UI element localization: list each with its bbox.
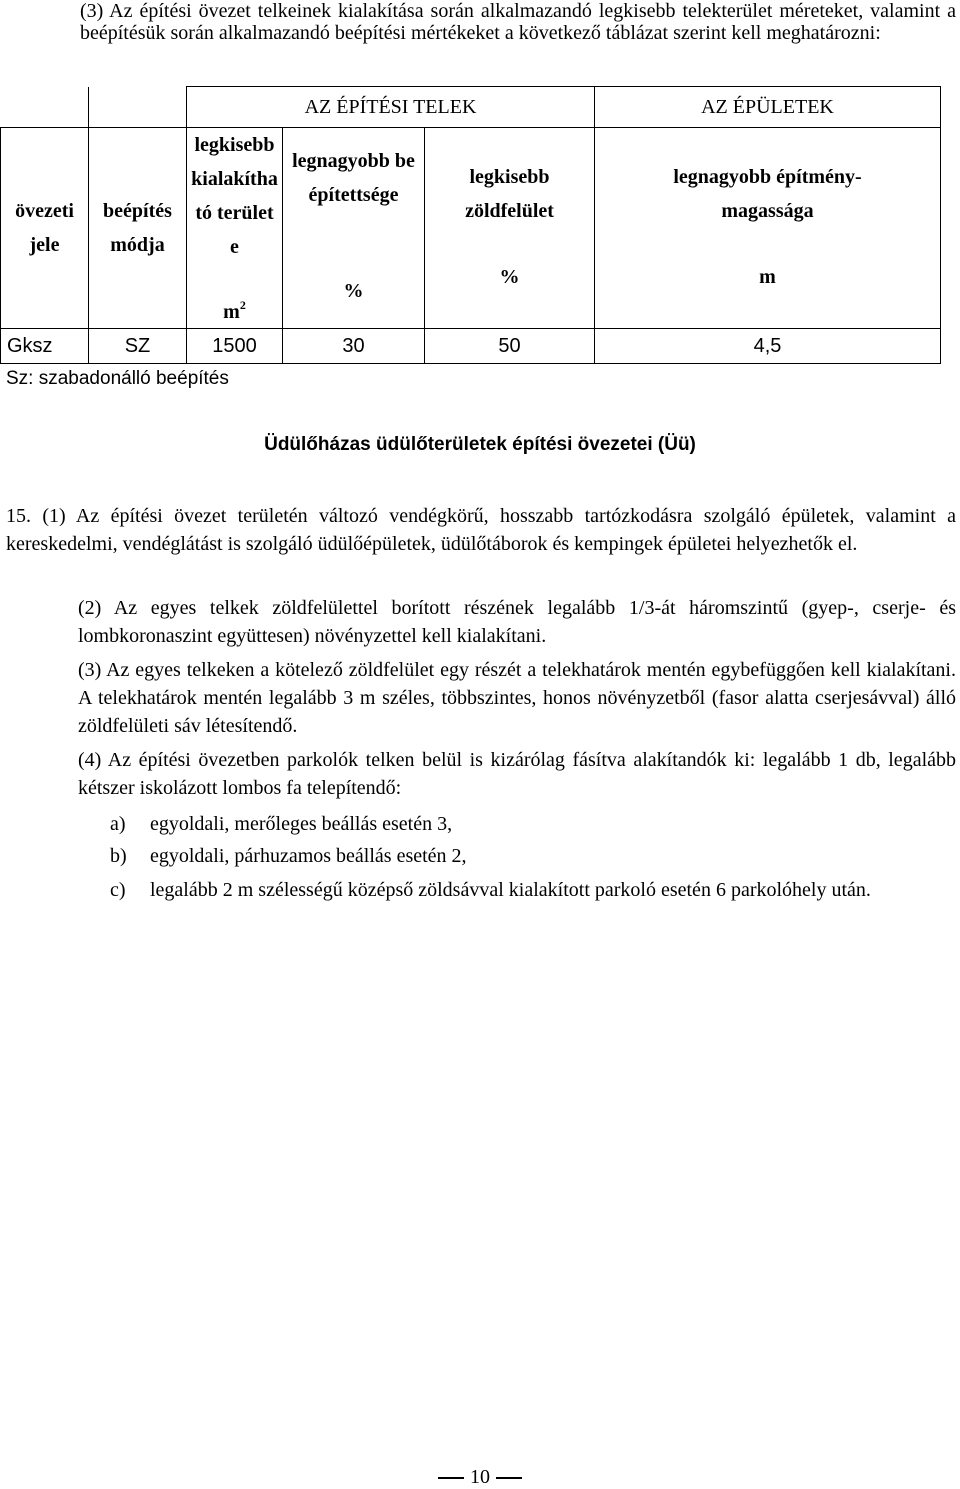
paragraph-2: (2) Az egyes telkek zöldfelülettel borított részének legalább 1/3-át háromszintű (gyep-, cserje- és lombkoronaszint együttesen) növényzettel kell kialakítani. xyxy=(78,597,956,647)
cell-ovezet: Gksz xyxy=(1,329,89,364)
list-marker: c) xyxy=(110,879,126,901)
table-row xyxy=(1,329,941,364)
col-header-zold-unit: % xyxy=(499,266,520,288)
list-marker: a) xyxy=(110,813,126,835)
section-heading: Üdülőházas üdülőterületek építési övezetei (Üü) xyxy=(264,434,696,455)
col-header-beepitettseg-unit: % xyxy=(343,280,364,302)
abbreviation-note: Sz: szabadonálló beépítés xyxy=(6,368,229,389)
footer-dash-left xyxy=(438,1477,464,1479)
intro-paragraph: (3) Az építési övezet telkeinek kialakítása során alkalmazandó legkisebb telekterület méreteket, valamint a beépítésük során alkalmazandó beépítési mértékeket a következő táblázat szerint kell meghatározni: xyxy=(80,0,956,44)
col-header-terulet xyxy=(187,128,283,329)
zoning-table xyxy=(0,86,941,364)
list-text: egyoldali, merőleges beállás esetén 3, xyxy=(150,813,453,835)
unit-sup: 2 xyxy=(239,298,246,312)
unit-m: m xyxy=(223,301,240,323)
cell-beepitettseg: 30 xyxy=(283,329,425,364)
cell-zold: 50 xyxy=(425,329,595,364)
list-item xyxy=(110,876,958,936)
cell-beepites: SZ xyxy=(89,329,187,364)
group-header-epuletek: AZ ÉPÜLETEK xyxy=(595,87,941,128)
col-header-terulet-unit xyxy=(187,288,282,329)
page-footer xyxy=(0,1466,960,1489)
paragraph-3: (3) Az egyes telkeken a kötelező zöldfelület egy részét a telekhatárok mentén egybefüggően kell kialakítani. A telekhatárok mentén legalább 3 m széles, többszintes, honos növényzetből (fasor alatta cserjesávval) álló zöldfelületi sáv létesítendő. xyxy=(78,659,956,737)
page-number: 10 xyxy=(470,1466,490,1488)
list-item xyxy=(110,842,958,872)
col-header-ovezet-label: övezeti jele xyxy=(15,200,74,256)
cell-terulet: 1500 xyxy=(187,329,283,364)
col-header-beepites xyxy=(89,128,187,329)
col-header-beepitettseg xyxy=(283,128,425,329)
col-header-zold-label: legkisebb zöldfelület xyxy=(465,166,554,222)
table-corner-2 xyxy=(89,87,187,128)
list-text: legalább 2 m szélességű középső zöldsávval kialakított parkoló esetén 6 parkolóhely után. xyxy=(150,879,871,901)
col-header-terulet-label: legkisebb kialakítható területe xyxy=(191,134,278,258)
paragraph-15-1: 15. (1) Az építési övezet területén változó vendégkörű, hosszabb tartózkodásra szolgáló épületek, valamint a kereskedelmi, vendéglátást is szolgáló üdülőépületek, üdülőtáborok és kempingek épületei helyezhetők el. xyxy=(6,505,956,555)
footer-dash-right xyxy=(496,1477,522,1479)
col-header-zold xyxy=(425,128,595,329)
col-header-magassag xyxy=(595,128,941,329)
col-header-ovezet xyxy=(1,128,89,329)
col-header-beepites-label: beépítés módja xyxy=(103,200,172,256)
list-item xyxy=(110,810,958,840)
col-header-magassag-label: legnagyobb építmény-magassága xyxy=(673,166,862,222)
col-header-magassag-unit: m xyxy=(759,266,776,288)
cell-magassag: 4,5 xyxy=(595,329,941,364)
col-header-beepitettseg-label: legnagyobb beépítettsége xyxy=(292,150,415,206)
list-marker: b) xyxy=(110,845,127,867)
table-corner xyxy=(1,87,89,128)
group-header-telek: AZ ÉPÍTÉSI TELEK xyxy=(187,87,595,128)
paragraph-4: (4) Az építési övezetben parkolók telken belül is kizárólag fásítva alakítandók ki: legalább 1 db, legalább kétszer iskolázott lombos fa telepítendő: xyxy=(78,749,956,799)
list-text: egyoldali, párhuzamos beállás esetén 2, xyxy=(150,845,467,867)
